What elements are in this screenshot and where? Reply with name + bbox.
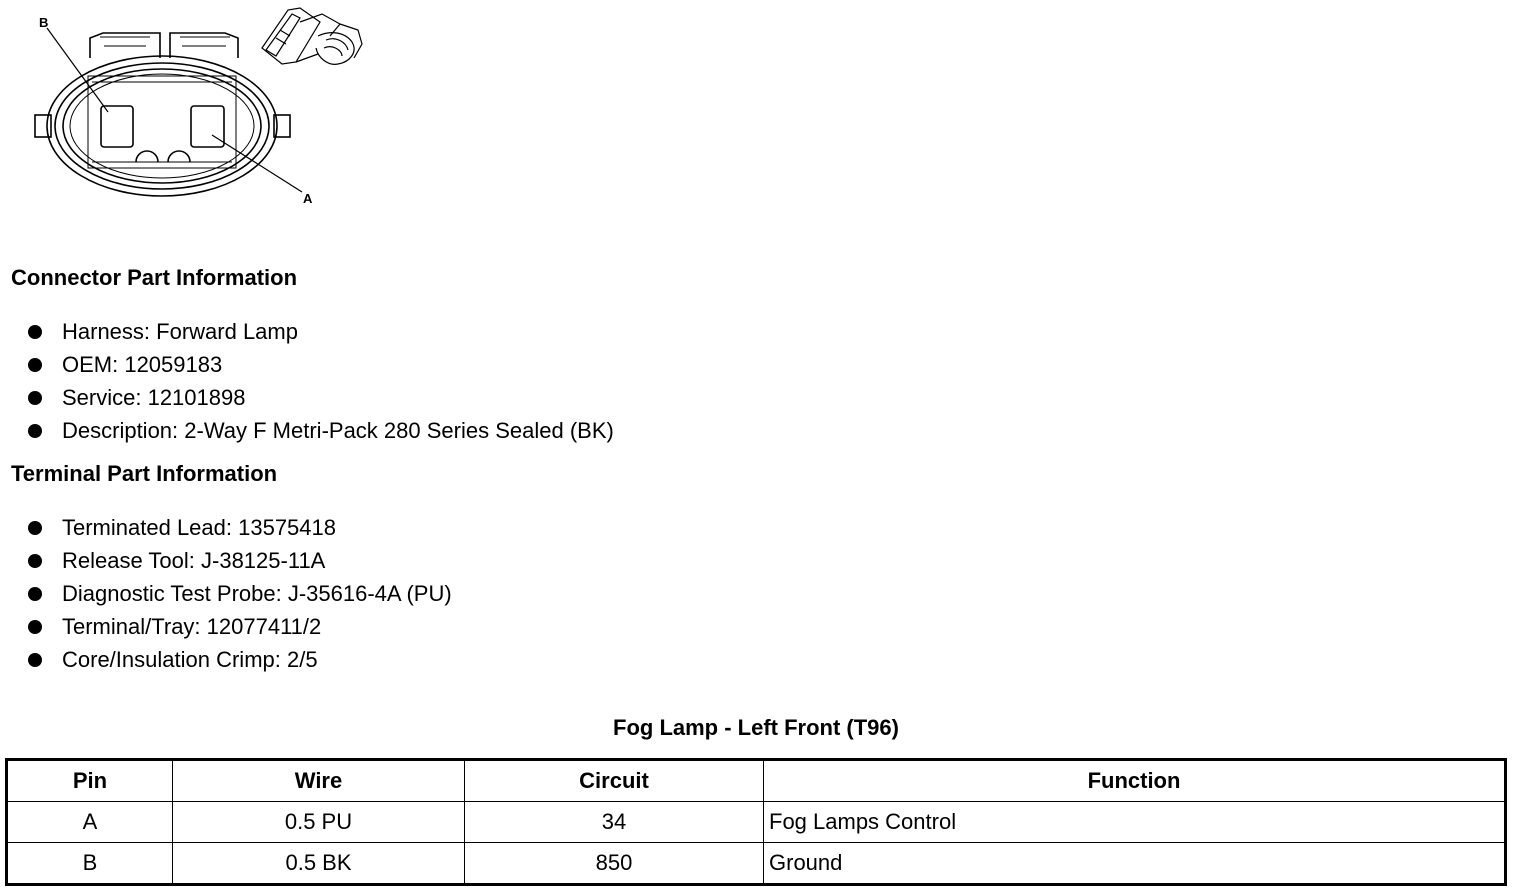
cell-wire: 0.5 PU — [173, 802, 465, 843]
terminal-info-list — [28, 511, 452, 676]
list-item — [28, 414, 614, 447]
cell-pin: B — [7, 843, 173, 885]
bullet-icon — [28, 325, 42, 339]
table-header-row — [7, 760, 1506, 802]
list-item — [28, 511, 452, 544]
list-item-text: Core/Insulation Crimp: 2/5 — [62, 647, 318, 672]
connector-diagram — [0, 0, 380, 215]
list-item — [28, 643, 452, 676]
cell-wire: 0.5 BK — [173, 843, 465, 885]
column-header-wire: Wire — [173, 760, 465, 802]
cell-pin: A — [7, 802, 173, 843]
list-item-text: Terminated Lead: 13575418 — [62, 515, 336, 540]
connector-thumbnail-icon — [262, 8, 362, 64]
cell-circuit: 850 — [465, 843, 764, 885]
bullet-icon — [28, 587, 42, 601]
list-item — [28, 610, 452, 643]
column-header-circuit: Circuit — [465, 760, 764, 802]
table-row — [7, 843, 1506, 885]
list-item-text: Diagnostic Test Probe: J-35616-4A (PU) — [62, 581, 452, 606]
bullet-icon — [28, 391, 42, 405]
list-item-text: Description: 2-Way F Metri-Pack 280 Series Sealed (BK) — [62, 418, 614, 443]
bullet-icon — [28, 620, 42, 634]
list-item-text: Terminal/Tray: 12077411/2 — [62, 614, 322, 639]
list-item-text: OEM: 12059183 — [62, 352, 223, 377]
list-item — [28, 544, 452, 577]
pin-label-b: B — [39, 15, 49, 30]
table-row — [7, 802, 1506, 843]
connector-info-heading: Connector Part Information — [11, 265, 298, 290]
column-header-pin: Pin — [7, 760, 173, 802]
pinout-table — [5, 758, 1507, 886]
terminal-info-heading: Terminal Part Information — [11, 461, 278, 486]
cell-function: Ground — [764, 843, 1506, 885]
bullet-icon — [28, 521, 42, 535]
list-item — [28, 577, 452, 610]
column-header-function: Function — [764, 760, 1506, 802]
table-title: Fog Lamp - Left Front (T96) — [613, 715, 899, 740]
list-item — [28, 348, 614, 381]
list-item-text: Release Tool: J-38125-11A — [62, 548, 326, 573]
cell-function: Fog Lamps Control — [764, 802, 1506, 843]
list-item — [28, 381, 614, 414]
connector-info-list — [28, 315, 614, 447]
pin-label-a: A — [303, 191, 313, 206]
bullet-icon — [28, 358, 42, 372]
cell-circuit: 34 — [465, 802, 764, 843]
bullet-icon — [28, 554, 42, 568]
list-item — [28, 315, 614, 348]
bullet-icon — [28, 424, 42, 438]
list-item-text: Service: 12101898 — [62, 385, 246, 410]
bullet-icon — [28, 653, 42, 667]
list-item-text: Harness: Forward Lamp — [62, 319, 298, 344]
